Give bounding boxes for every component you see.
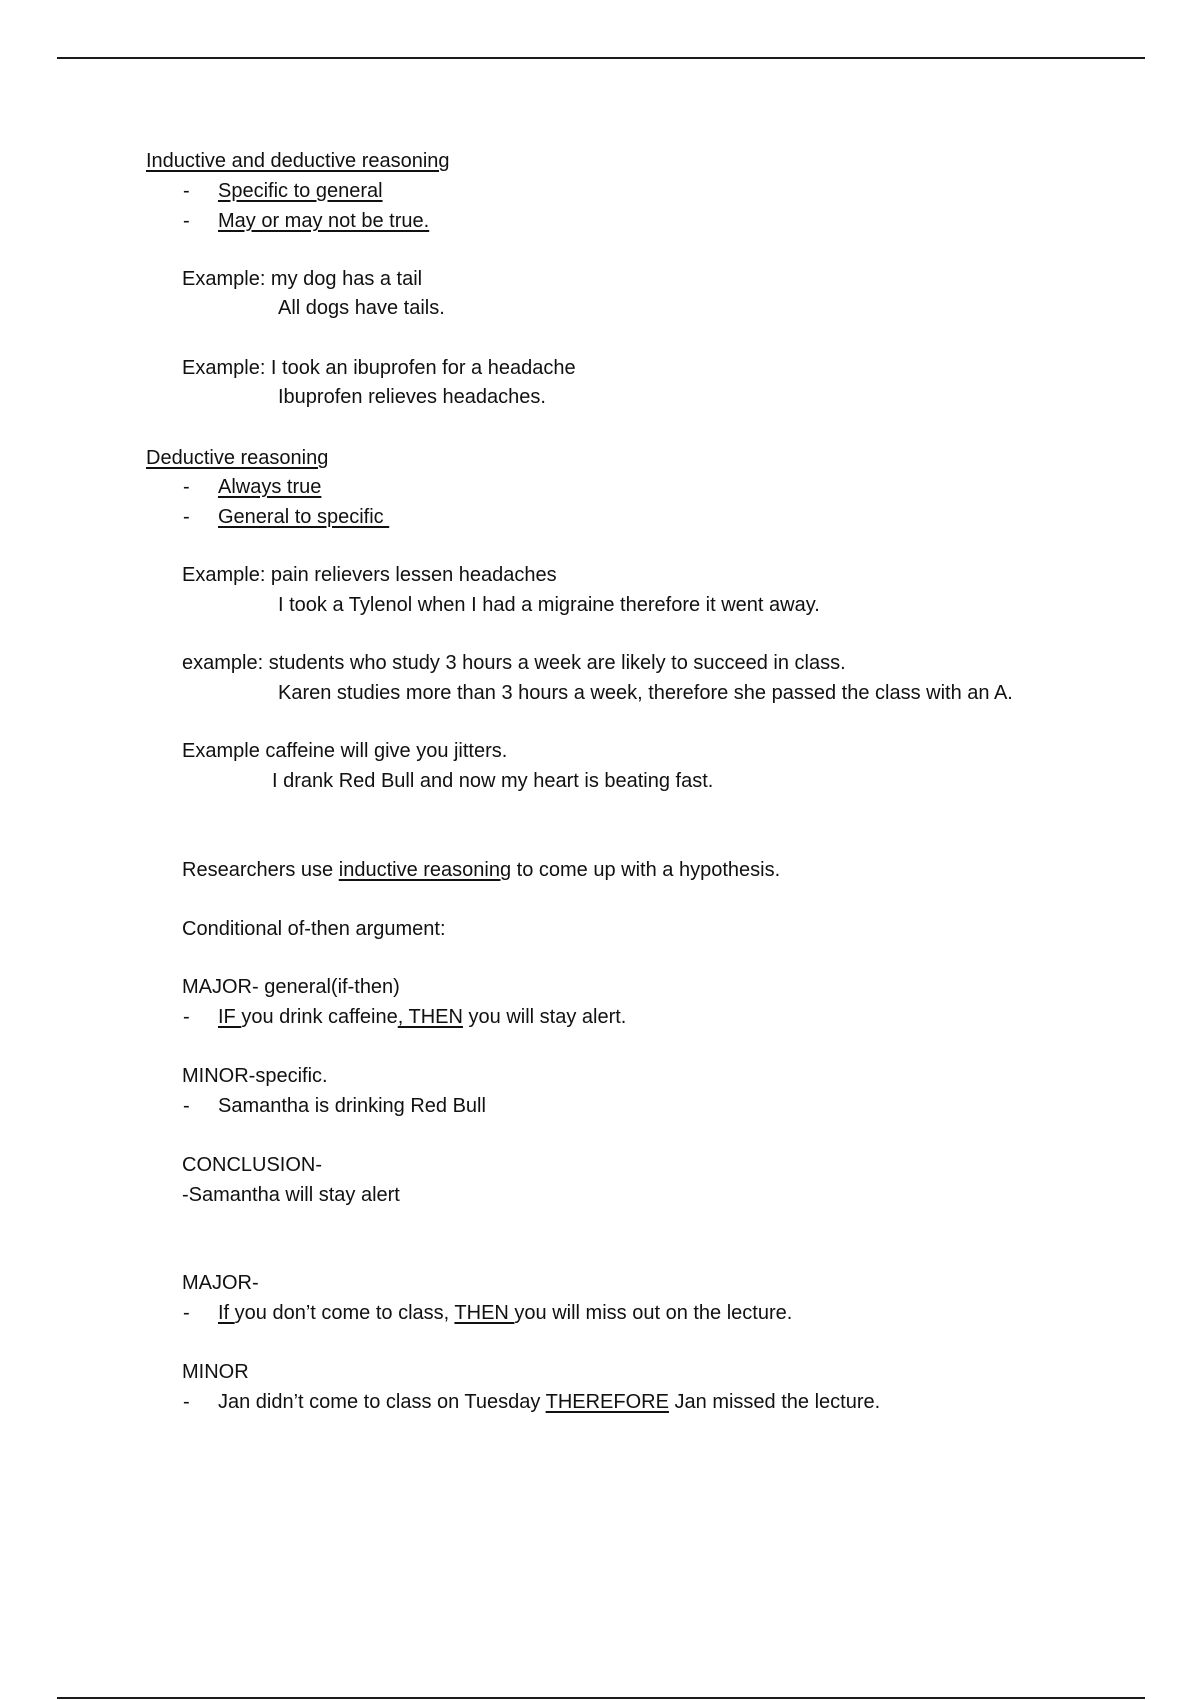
inductive-reasoning-term: inductive reasoning — [338, 859, 512, 881]
researchers-post: to come up with a hypothesis. — [511, 859, 781, 881]
example-follow: Ibuprofen relieves headaches. — [278, 386, 546, 408]
bullet-dash: - — [183, 506, 190, 528]
example-lead: example: students who study 3 hours a week are likely to succeed in class. — [182, 652, 846, 674]
example-lead: Example: my dog has a tail — [182, 268, 423, 290]
example-lead: Example: I took an ibuprofen for a headache — [182, 357, 576, 379]
major-premise-mid: you don’t come to class, — [234, 1302, 455, 1324]
major-premise-end: you will stay alert. — [462, 1006, 627, 1028]
bullet-dash: - — [183, 180, 190, 202]
researchers-sentence — [182, 855, 780, 885]
major-label: MAJOR- — [182, 1272, 259, 1294]
bullet-general-to-specific: General to specific — [218, 506, 390, 528]
bullet-always-true: Always true — [218, 476, 322, 498]
bullet-dash: - — [183, 210, 190, 232]
therefore-keyword: THEREFORE — [545, 1391, 669, 1413]
conditional-title: Conditional of-then argument: — [182, 918, 446, 940]
conclusion-text: -Samantha will stay alert — [182, 1184, 400, 1206]
minor-premise-post: Jan missed the lecture. — [668, 1391, 881, 1413]
bullet-dash: - — [183, 476, 190, 498]
minor-premise — [218, 1387, 880, 1417]
example-follow: I drank Red Bull and now my heart is beating fast. — [272, 770, 714, 792]
major-premise-mid: you drink caffeine — [241, 1006, 398, 1028]
minor-premise-pre: Jan didn’t come to class on Tuesday — [218, 1391, 546, 1413]
major-label: MAJOR- general(if-then) — [182, 976, 400, 998]
bullet-dash: - — [183, 1302, 190, 1324]
bullet-dash: - — [183, 1391, 190, 1413]
if-keyword: IF — [218, 1006, 242, 1028]
major-premise — [218, 1002, 626, 1032]
example-follow: I took a Tylenol when I had a migraine therefore it went away. — [278, 594, 820, 616]
bullet-dash: - — [183, 1095, 190, 1117]
bullet-dash: - — [183, 1006, 190, 1028]
minor-label: MINOR — [182, 1361, 249, 1383]
major-premise — [218, 1298, 792, 1328]
example-lead: Example caffeine will give you jitters. — [182, 740, 508, 762]
conclusion-label: CONCLUSION- — [182, 1154, 323, 1176]
bullet-may-or-may-not: May or may not be true. — [218, 210, 430, 232]
example-lead: Example: pain relievers lessen headaches — [182, 564, 557, 586]
major-premise-end: you will miss out on the lecture. — [514, 1302, 793, 1324]
then-keyword: , THEN — [397, 1006, 463, 1028]
example-follow: All dogs have tails. — [278, 297, 445, 319]
section-heading-deductive: Deductive reasoning — [146, 447, 329, 469]
example-follow: Karen studies more than 3 hours a week, therefore she passed the class with an A. — [278, 682, 1013, 704]
bullet-specific-to-general: Specific to general — [218, 180, 383, 202]
section-heading-inductive: Inductive and deductive reasoning — [146, 150, 450, 172]
minor-label: MINOR-specific. — [182, 1065, 328, 1087]
minor-premise: Samantha is drinking Red Bull — [218, 1095, 486, 1117]
then-keyword: THEN — [454, 1302, 515, 1324]
if-keyword: If — [218, 1302, 235, 1324]
footer-rule — [57, 1697, 1145, 1699]
researchers-pre: Researchers use — [182, 859, 339, 881]
